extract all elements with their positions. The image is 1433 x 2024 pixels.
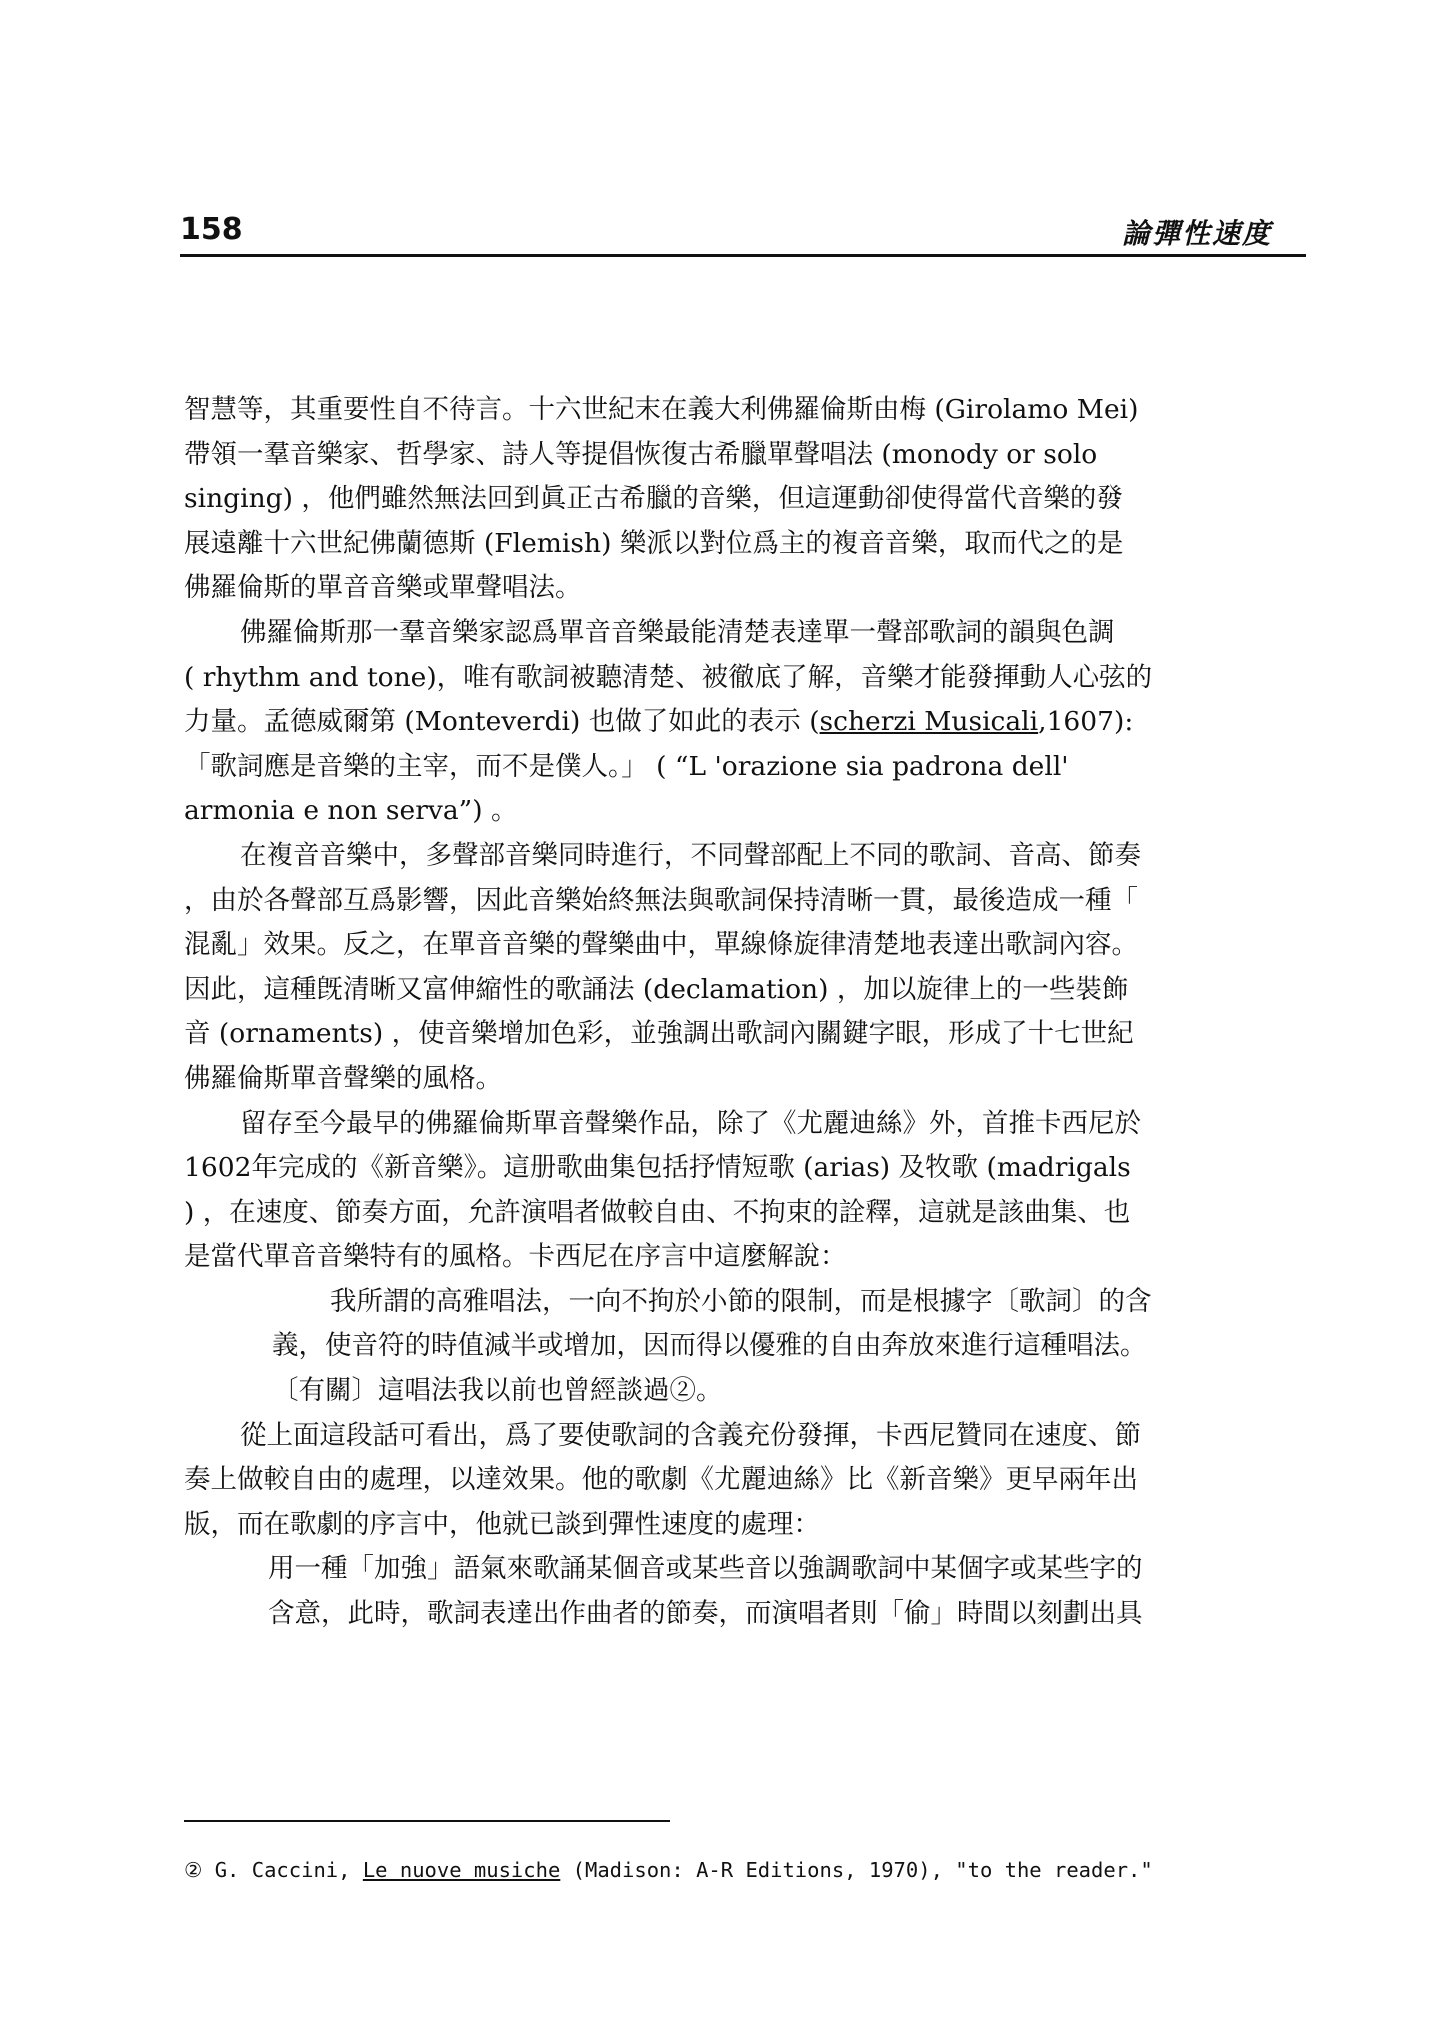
paragraph-3 xyxy=(184,834,1254,1102)
text-line: 智慧等，其重要性自不待言。十六世紀末在義大利佛羅倫斯由梅 (Girolamo Mei) xyxy=(184,394,1139,425)
body-text xyxy=(184,388,1254,1637)
quote-line: 義，使音符的時值減半或增加，因而得以優雅的自由奔放來進行這種唱法。 xyxy=(272,1330,1147,1362)
text-line: 1602年完成的《新音樂》。這册歌曲集包括抒情短歌 (arias) 及牧歌 (madrigals xyxy=(184,1152,1131,1184)
text-line: ) ，在速度、節奏方面，允許演唱者做較自由、不拘束的詮釋，這就是該曲集、也 xyxy=(184,1196,1131,1228)
running-title: 論彈性速度 xyxy=(1121,217,1272,250)
text-line: 帶領一羣音樂家、哲學家、詩人等提倡恢復古希臘單聲唱法 (monody or solo xyxy=(184,438,1098,470)
text-line: singing) ，他們雖然無法回到眞正古希臘的音樂，但這運動卻使得當代音樂的發 xyxy=(184,483,1123,515)
text-segment: 力量。孟德威爾第 (Monteverdi) 也做了如此的表示 ( xyxy=(184,706,820,738)
page-number: 158 xyxy=(180,212,243,247)
text-line: 「歌詞應是音樂的主宰，而不是僕人。」 ( “L 'orazione sia padrona dell' xyxy=(184,750,1069,782)
text-line: 因此，這種旣清晰又富伸縮性的歌誦法 (declamation) ，加以旋律上的一些裝飾 xyxy=(184,973,1129,1005)
quote-line: 用一種「加強」語氣來歌誦某個音或某些音以強調歌詞中某個字或某些字的 xyxy=(268,1553,1143,1585)
paragraph-1 xyxy=(184,388,1254,611)
text-line: 音 (ornaments) ，使音樂增加色彩，並強調出歌詞內關鍵字眼，形成了十七世紀 xyxy=(184,1018,1134,1050)
footnote xyxy=(184,1858,1284,1882)
paragraph-2 xyxy=(184,611,1254,834)
text-line xyxy=(184,700,1254,745)
text-line: 混亂」效果。反之，在單音音樂的聲樂曲中，單線條旋律清楚地表達出歌詞內容。 xyxy=(184,929,1138,961)
page-header xyxy=(180,208,1306,257)
text-line: 佛羅倫斯那一羣音樂家認爲單音音樂最能清楚表達單一聲部歌詞的韻與色調 xyxy=(240,616,1115,648)
work-title: scherzi Musicali xyxy=(819,706,1039,738)
footnote-text: ② G. Caccini, xyxy=(184,1858,363,1882)
quote-line: 我所謂的高雅唱法，一向不拘於小節的限制，而是根據字〔歌詞〕的含 xyxy=(330,1285,1152,1317)
block-quote-1 xyxy=(184,1280,1254,1414)
text-line: ，由於各聲部互爲影響，因此音樂始終無法與歌詞保持清晰一貫，最後造成一種「 xyxy=(184,884,1138,916)
text-line: 展遠離十六世紀佛蘭德斯 (Flemish) 樂派以對位爲主的複音音樂，取而代之的是 xyxy=(184,527,1124,559)
text-segment: ,1607): xyxy=(1038,706,1134,738)
paragraph-5 xyxy=(184,1414,1254,1548)
text-line: 留存至今最早的佛羅倫斯單音聲樂作品，除了《尤麗迪絲》外，首推卡西尼於 xyxy=(240,1107,1141,1139)
footnote-work-title: Le nuove musiche xyxy=(362,1858,561,1882)
text-line: 是當代單音音樂特有的風格。卡西尼在序言中這麼解說： xyxy=(184,1241,847,1273)
text-line: 從上面這段話可看出，爲了要使歌詞的含義充份發揮，卡西尼贊同在速度、節 xyxy=(240,1419,1141,1451)
paragraph-4 xyxy=(184,1102,1254,1280)
text-line: 在複音音樂中，多聲部音樂同時進行，不同聲部配上不同的歌詞、音高、節奏 xyxy=(240,839,1141,871)
footnote-divider xyxy=(184,1820,670,1822)
text-line: 佛羅倫斯單音聲樂的風格。 xyxy=(184,1062,502,1094)
text-line: 版，而在歌劇的序言中，他就已談到彈性速度的處理： xyxy=(184,1508,820,1540)
text-line: 佛羅倫斯的單音音樂或單聲唱法。 xyxy=(184,572,582,604)
block-quote-2 xyxy=(184,1547,1254,1636)
text-line: armonia e non serva”) 。 xyxy=(184,795,518,827)
quote-line: 含意，此時，歌詞表達出作曲者的節奏，而演唱者則「偷」時間以刻劃出具 xyxy=(268,1598,1143,1630)
quote-line: 〔有關〕這唱法我以前也曾經談過②。 xyxy=(272,1375,723,1407)
text-line: ( rhythm and tone)，唯有歌詞被聽清楚、被徹底了解，音樂才能發揮動人心弦的 xyxy=(184,661,1153,693)
text-line: 奏上做較自由的處理，以達效果。他的歌劇《尤麗迪絲》比《新音樂》更早兩年出 xyxy=(184,1464,1138,1496)
footnote-text: (Madison: A-R Editions, 1970), "to the reader." xyxy=(560,1858,1153,1882)
